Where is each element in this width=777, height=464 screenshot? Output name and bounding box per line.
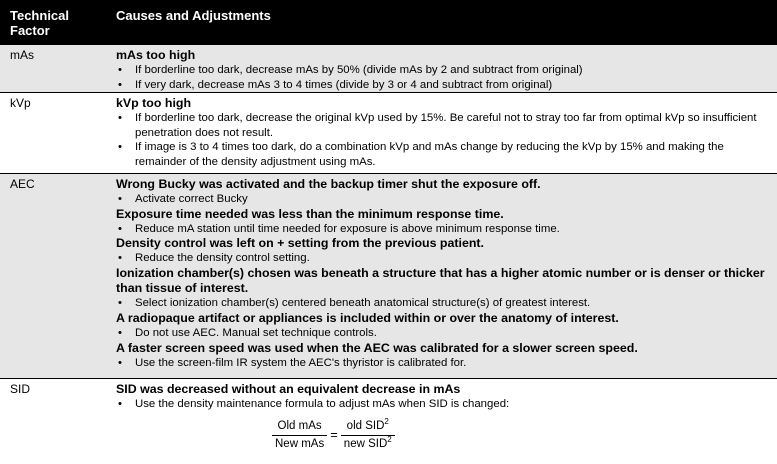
bullet-icon: • — [118, 326, 122, 339]
row-aec — [0, 174, 777, 378]
bullet-icon: • — [118, 141, 122, 154]
factor-label: SID — [10, 382, 31, 396]
density-maintenance-formula — [272, 419, 395, 451]
adjustment-item: • If very dark, decrease mAs 3 to 4 times (divide by 3 or 4 and subtract from original) — [118, 78, 553, 91]
new-sid-squared: new SID$^2$ — [343, 434, 392, 450]
cause-heading: Exposure time needed was less than the minimum response time. — [116, 206, 504, 221]
header-technical-factor: Technical Factor — [10, 8, 70, 38]
adjustment-item: • Use the screen-film IR system the AEC's thyristor is calibrated for. — [118, 356, 467, 369]
cause-heading: Wrong Bucky was activated and the backup timer shut the exposure off. — [116, 177, 541, 191]
cause-heading: Density control was left on + setting from the previous patient. — [116, 236, 484, 251]
cause-heading: mAs too high — [116, 48, 196, 62]
bullet-icon: • — [118, 398, 122, 410]
adjustment-item: • Reduce the density control setting. — [118, 252, 310, 265]
cause-heading: Ionization chamber(s) chosen was beneath a structure that has a higher atomic number or is denser or thicker than tissue of interest. — [116, 266, 765, 296]
old-mas: Old mAs — [272, 419, 327, 436]
adjustment-item: • If image is 3 to 4 times too dark, do a combination kVp and mAs change by reducing the kVp by 15% and making the remainder of the density adjustment using mAs. — [118, 141, 724, 169]
factor-label: mAs — [10, 48, 34, 62]
adjustment-item: • If borderline too dark, decrease mAs by 50% (divide mAs by 2 and subtract from original) — [118, 64, 583, 76]
bullet-icon: • — [118, 252, 122, 265]
mas-ratio — [272, 419, 327, 451]
exponent: 2 — [387, 434, 392, 444]
sid-ratio — [341, 419, 395, 451]
equals-sign: = — [330, 426, 338, 442]
bullet-icon: • — [118, 78, 122, 91]
factor-label: kVp — [10, 96, 31, 110]
bullet-icon: • — [118, 222, 122, 235]
bullet-icon: • — [118, 112, 122, 124]
new-mas: New mAs — [275, 437, 325, 450]
cause-heading: SID was decreased without an equivalent decrease in mAs — [116, 382, 461, 396]
adjustment-item: • Select ionization chamber(s) centered beneath anatomical structure(s) of greatest interest. — [118, 297, 591, 310]
adjustment-item: • Use the density maintenance formula to adjust mAs when SID is changed: — [118, 398, 510, 410]
table-header — [0, 0, 777, 45]
bullet-icon: • — [118, 356, 122, 369]
factor-label: AEC — [10, 177, 35, 191]
bullet-icon: • — [118, 297, 122, 310]
exponent: 2 — [384, 417, 389, 427]
row-kvp — [0, 93, 777, 173]
bullet-icon: • — [118, 193, 122, 205]
adjustment-item: • Activate correct Bucky — [118, 193, 248, 205]
adjustment-item: • If borderline too dark, decrease the original kVp used by 15%. Be careful not to stray too far from optimal kVp so insufficient penetration does not result. — [118, 112, 757, 139]
old-sid-squared: old SID$^2$ — [341, 419, 395, 436]
cause-heading: A radiopaque artifact or appliances is included within or over the anatomy of interest. — [116, 310, 619, 325]
adjustment-item: • Do not use AEC. Manual set technique controls. — [118, 326, 377, 339]
cause-heading: kVp too high — [116, 96, 192, 110]
adjustment-item: • Reduce mA station until time needed for exposure is above minimum response time. — [118, 222, 560, 235]
bullet-icon: • — [118, 64, 122, 76]
row-mas — [0, 45, 777, 92]
header-causes-adjustments: Causes and Adjustments — [116, 8, 271, 23]
cause-heading: A faster screen speed was used when the AEC was calibrated for a slower screen speed. — [116, 340, 638, 355]
row-sid — [0, 379, 777, 464]
